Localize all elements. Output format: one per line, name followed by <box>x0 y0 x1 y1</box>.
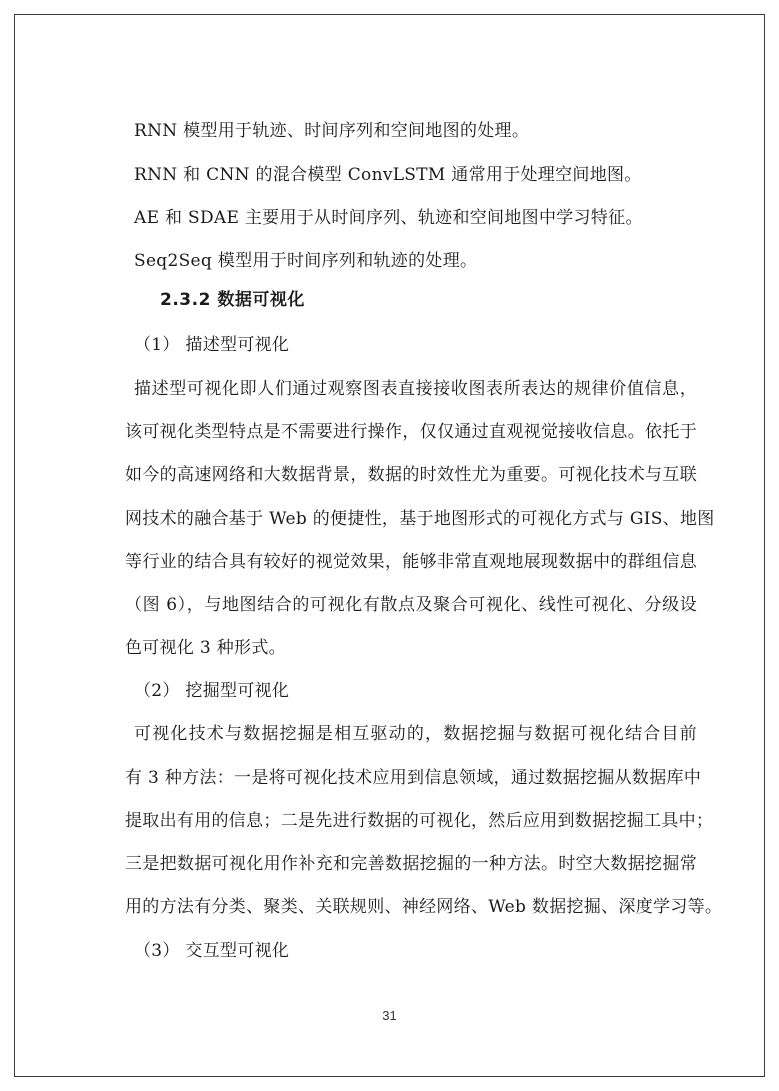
subheading: （1） 描述型可视化 <box>134 335 290 355</box>
paragraph-line: 该可视化类型特点是不需要进行操作，仅仅通过直观视觉接收信息。依托于 <box>125 422 697 442</box>
paragraph-line: 描述型可视化即人们通过观察图表直接接收图表所表达的规律价值信息， <box>134 379 697 399</box>
paragraph-line: 可视化技术与数据挖掘是相互驱动的，数据挖掘与数据可视化结合目前 <box>134 724 697 744</box>
paragraph-line: 如今的高速网络和大数据背景，数据的时效性尤为重要。可视化技术与互联 <box>125 465 697 485</box>
text-line: AE 和 SDAE 主要用于从时间序列、轨迹和空间地图中学习特征。 <box>134 208 643 228</box>
subheading: （2） 挖掘型可视化 <box>134 681 290 701</box>
paragraph-line: 三是把数据可视化用作补充和完善数据挖掘的一种方法。时空大数据挖掘常 <box>125 854 697 874</box>
paragraph-line: 用的方法有分类、聚类、关联规则、神经网络、Web 数据挖掘、深度学习等。 <box>125 897 723 917</box>
text-line: RNN 模型用于轨迹、时间序列和空间地图的处理。 <box>134 121 530 141</box>
paragraph-line: （图 6），与地图结合的可视化有散点及聚合可视化、线性可视化、分级设 <box>125 595 697 615</box>
paragraph-line: 等行业的结合具有较好的视觉效果，能够非常直观地展现数据中的群组信息 <box>125 552 697 572</box>
subheading: （3） 交互型可视化 <box>134 941 290 961</box>
paragraph-line: 有 3 种方法：一是将可视化技术应用到信息领域，通过数据挖掘从数据库中 <box>125 768 702 788</box>
page-number: 31 <box>382 1008 397 1023</box>
paragraph-line: 色可视化 3 种形式。 <box>125 638 286 658</box>
text-line: Seq2Seq 模型用于时间序列和轨迹的处理。 <box>134 251 478 271</box>
paragraph-line: 网技术的融合基于 Web 的便捷性，基于地图形式的可视化方式与 GIS、地图 <box>125 509 715 529</box>
text-line: RNN 和 CNN 的混合模型 ConvLSTM 通常用于处理空间地图。 <box>134 165 642 185</box>
section-heading: 2.3.2 数据可视化 <box>160 290 305 310</box>
paragraph-line: 提取出有用的信息；二是先进行数据的可视化，然后应用到数据挖掘工具中； <box>125 811 714 831</box>
